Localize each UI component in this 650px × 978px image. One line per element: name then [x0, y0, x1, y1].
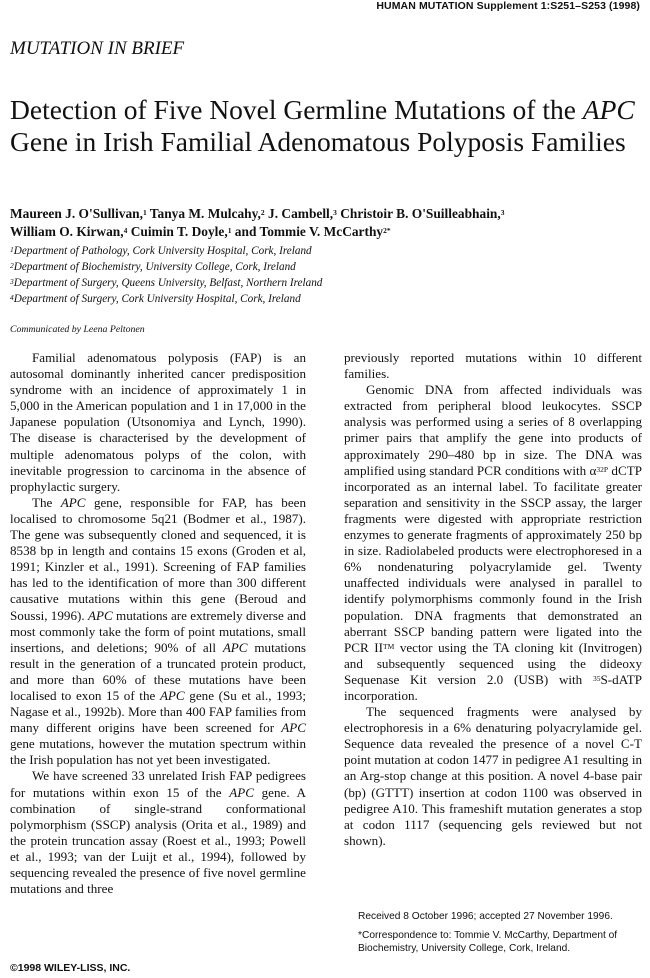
- body-column-left: [10, 350, 306, 897]
- communicated-by: Communicated by Leena Peltonen: [10, 324, 145, 335]
- title-part-1: Detection of Five Novel Germline Mutations of the: [10, 94, 583, 125]
- author: Christoir B. O'Suilleabhain,$^3$: [340, 206, 505, 221]
- article-title: [10, 94, 640, 158]
- author: Cuimin T. Doyle,$^1$: [130, 224, 232, 239]
- affiliation: $^4$Department of Surgery, Cork University Hospital, Cork, Ireland: [10, 293, 301, 305]
- copyright: ©1998 WILEY-LISS, INC.: [10, 962, 131, 974]
- correspondence-note: *Correspondence to: Tommie V. McCarthy, Department of Biochemistry, University College, Cork, Ireland.: [358, 930, 618, 954]
- paragraph: Genomic DNA from affected individuals was extracted from peripheral blood leukocytes. SSCP analysis was performed using a series of 8 overlapping primer pairs that amplify the gene into products of approximately 290–480 bp in size. The DNA was amplified using standard PCR conditions with $\alpha^{32P}$ dCTP incorporated as an internal label. To facilitate greater separation and sensitivity in the SSCP assay, the larger fragments were digested with appropriate restriction enzymes to generate fragments of approximately 250 bp in size. Radiolabeled products were electrophoresed in a 6% nondenaturing polyacrylamide gel. Twenty unaffected individuals were analysed in parallel to identify polymorphisms commonly found in the Irish population. DNA fragments that demonstrated an aberrant SSCP banding pattern were ligated into the PCR II™ vector using the TA cloning kit (Invitrogen) and subsequently sequenced using the dideoxy Sequenase Kit version 2.0 (USB) with $^{35}$S-dATP incorporation.: [344, 382, 643, 703]
- affiliation-list: [10, 243, 640, 307]
- author: J. Cambell,$^3$: [268, 206, 337, 221]
- affiliation: $^1$Department of Pathology, Cork University Hospital, Cork, Ireland: [10, 245, 312, 257]
- paragraph: We have screened 33 unrelated Irish FAP pedigrees for mutations within exon 15 of the APC gene. A combination of single-strand conformational polymorphism (SSCP) analysis (Orita et al., 1989) and the protein truncation assay (Roest et al., 1993; Powell et al., 1993; van der Luijt et al., 1994), followed by sequencing revealed the presence of five novel germline mutations and three: [10, 768, 306, 897]
- affiliation: $^3$Department of Surgery, Queens University, Belfast, Northern Ireland: [10, 277, 323, 289]
- title-part-2: Gene in Irish Familial Adenomatous Polyposis Families: [10, 126, 626, 157]
- running-head: HUMAN MUTATION Supplement 1:S251–S253 (1998): [376, 0, 640, 12]
- section-label: MUTATION IN BRIEF: [10, 38, 185, 59]
- author: William O. Kirwan,$^4$: [10, 224, 128, 239]
- author: and Tommie V. McCarthy$^{2*}$: [234, 224, 391, 239]
- paragraph: The sequenced fragments were analysed by electrophoresis in a 6% denaturing polyacrylamide gel. Sequence data revealed the presence of a novel C-T point mutation at codon 1477 in pedigree A1 resulting in an Arg-stop change at this position. A novel 4-base pair (bp) (GTTT) insertion at codon 1100 was observed in pedigree A10. This frameshift mutation generates a stop at codon 1117 (sequencing gels reviewed but not shown).: [344, 704, 642, 848]
- title-gene: APC: [582, 94, 635, 125]
- author: Maureen J. O'Sullivan,$^1$: [10, 206, 147, 221]
- paragraph: previously reported mutations within 10 different families.: [344, 350, 642, 382]
- paragraph: Familial adenomatous polyposis (FAP) is an autosomal dominantly inherited cancer predisposition syndrome with an incidence of approximately 1 in 5,000 in the American population and 1 in 17,000 in the Japanese population (Utsonomiya and Lynch, 1990). The disease is characterised by the development of multiple adenomatous polyps of the colon, with inevitable progression to carcinoma in the absence of prophylactic surgery.: [10, 350, 306, 494]
- body-column-right: [344, 350, 642, 849]
- received-note: Received 8 October 1996; accepted 27 November 1996.: [358, 911, 613, 922]
- author: Tanya M. Mulcahy,$^2$: [149, 206, 265, 221]
- author-list: [10, 205, 642, 241]
- affiliation: $^2$Department of Biochemistry, University College, Cork, Ireland: [10, 261, 296, 273]
- paragraph: The APC gene, responsible for FAP, has been localised to chromosome 5q21 (Bodmer et al., 1987). The gene was subsequently cloned and sequenced, it is 8538 bp in length and contains 15 exons (Groden et al, 1991; Kinzler et al., 1991). Screening of FAP families has led to the identification of more than 300 different causative mutations within this gene (Beroud and Soussi, 1996). APC mutations are extremely diverse and most commonly take the form of point mutations, small insertions, and deletions; 90% of all APC mutations result in the generation of a truncated protein product, and more than 60% of these mutations have been localised to exon 15 of the APC gene (Su et al., 1993; Nagase et al., 1992b). More than 400 FAP families from many different origins have been screened for APC gene mutations, however the mutation spectrum within the Irish population has not yet been investigated.: [10, 494, 306, 768]
